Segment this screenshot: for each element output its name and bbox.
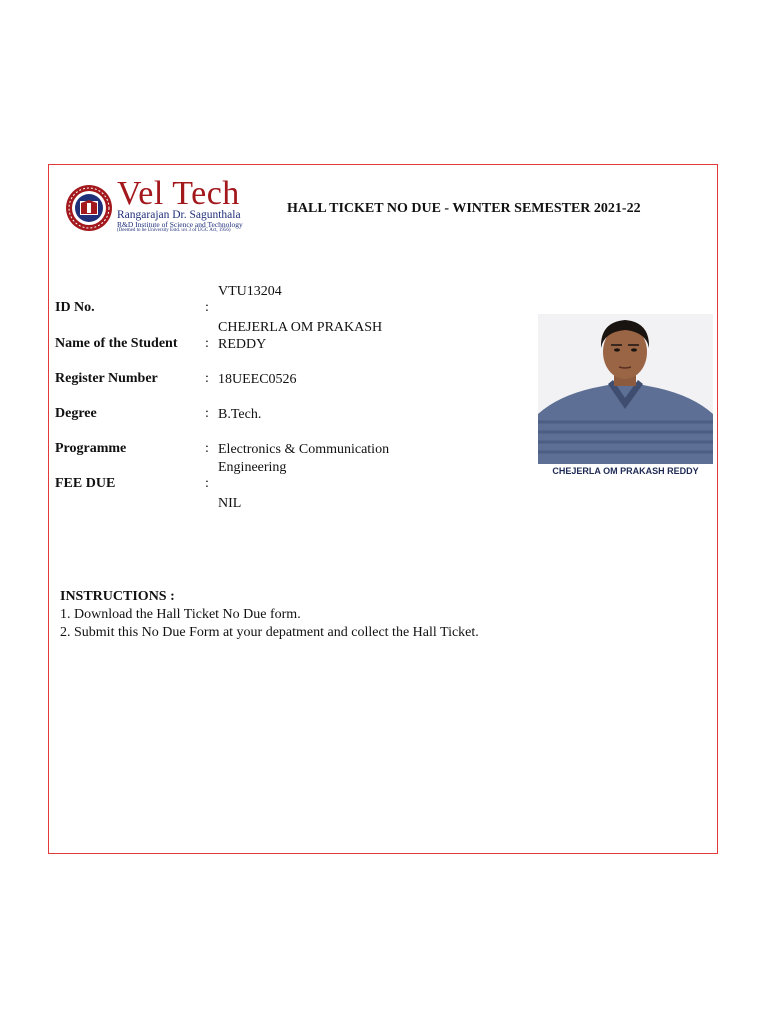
name-colon: : bbox=[205, 336, 209, 351]
brand-institute: R&D Institute of Science and Technology bbox=[117, 220, 243, 229]
register-value: 18UEEC0526 bbox=[218, 372, 297, 387]
register-label: Register Number bbox=[55, 371, 158, 386]
instructions-heading: INSTRUCTIONS : bbox=[60, 589, 175, 604]
programme-value-line2: Engineering bbox=[218, 460, 287, 475]
fee-colon: : bbox=[205, 476, 209, 491]
id-value: VTU13204 bbox=[218, 284, 282, 299]
fee-value: NIL bbox=[218, 496, 242, 511]
programme-colon: : bbox=[205, 441, 209, 456]
institution-logo bbox=[65, 175, 245, 235]
student-photo bbox=[538, 314, 713, 464]
degree-label: Degree bbox=[55, 406, 97, 421]
brand-deemed: (Deemed to be University Estd. u/s 3 of UGC Act, 1956) bbox=[117, 228, 231, 233]
ticket-frame bbox=[48, 164, 718, 854]
university-seal-icon bbox=[65, 183, 113, 233]
photo-caption: CHEJERLA OM PRAKASH REDDY bbox=[552, 466, 699, 476]
id-label: ID No. bbox=[55, 300, 95, 315]
degree-value: B.Tech. bbox=[218, 407, 262, 422]
name-value-line1: CHEJERLA OM PRAKASH bbox=[218, 320, 383, 335]
programme-label: Programme bbox=[55, 441, 127, 456]
brand-subtitle: Rangarajan Dr. Sagunthala bbox=[117, 209, 241, 221]
student-portrait-icon bbox=[538, 314, 713, 464]
degree-colon: : bbox=[205, 406, 209, 421]
instruction-item: 2. Submit this No Due Form at your depatment and collect the Hall Ticket. bbox=[60, 625, 479, 640]
name-label: Name of the Student bbox=[55, 336, 178, 351]
register-colon: : bbox=[205, 371, 209, 386]
name-value-line2: REDDY bbox=[218, 337, 267, 352]
programme-value-line1: Electronics & Communication bbox=[218, 442, 390, 457]
instruction-item: 1. Download the Hall Ticket No Due form. bbox=[60, 607, 301, 622]
page-title: HALL TICKET NO DUE - WINTER SEMESTER 2021-22 bbox=[287, 201, 641, 216]
brand-name: Vel Tech bbox=[117, 175, 240, 212]
fee-label: FEE DUE bbox=[55, 476, 116, 491]
id-colon: : bbox=[205, 300, 209, 315]
